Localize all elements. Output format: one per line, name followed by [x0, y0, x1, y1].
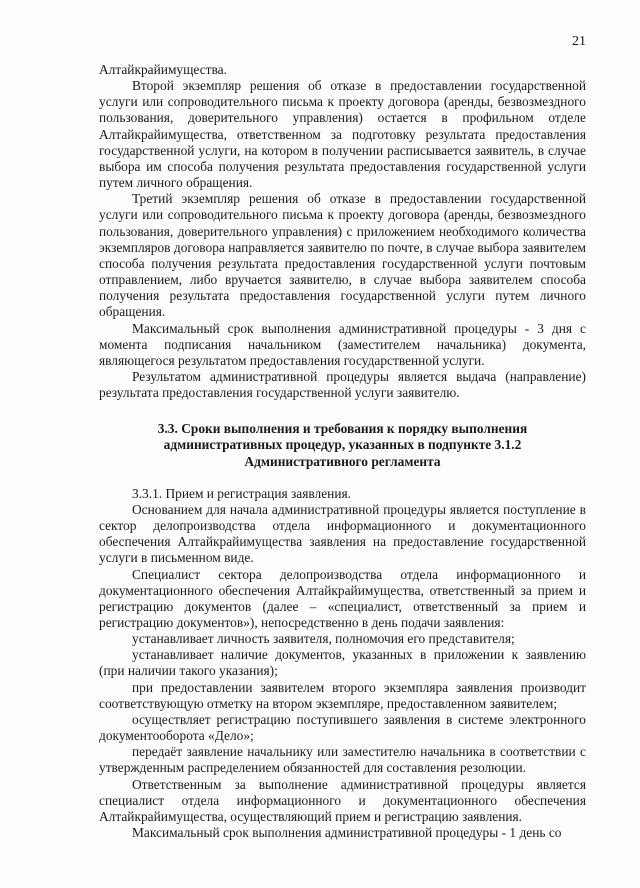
paragraph: Результатом административной процедуры является выдача (направление) результата предоставления государственной услуги заявителю. [99, 368, 586, 401]
paragraph: Максимальный срок выполнения административной процедуры - 1 день со [132, 825, 562, 841]
paragraph: Третий экземпляр решения об отказе в предоставлении государственной услуги или сопроводительного письма к проекту договора (аренды, безвозмездного пользования, доверительного управления) с приложением необходимого количества экземпляров договора направляется заявителю по почте, в случае выбора заявителем способа получения результата предоставления государственной услуги почтовым отправлением, либо вручается заявителю, в случае выбора заявителем способа получения результата предоставления государственной услуги путем личного обращения. [99, 191, 586, 320]
paragraph: Максимальный срок выполнения административной процедуры - 3 дня с момента подписания начальником (заместителем начальника) документа, являющегося результатом предоставления государственной услуги. [99, 320, 586, 368]
document-body [99, 62, 586, 841]
paragraph: устанавливает личность заявителя, полномочия его представителя; [132, 631, 515, 647]
section-heading: 3.3. Сроки выполнения и требования к порядку выполнения административных процедур, указанных в подпункте 3.1.2 Административного регламента [157, 421, 528, 469]
paragraph: при предоставлении заявителем второго экземпляра заявления производит соответствующую отметку на втором экземпляре, предоставленном заявителем; [99, 679, 586, 711]
paragraph: осуществляет регистрацию поступившего заявления в системе электронного документооборота «Дело»; [99, 711, 586, 744]
paragraph: устанавливает наличие документов, указанных в приложении к заявлению (при наличии такого указания); [99, 647, 586, 679]
page-number: 21 [572, 34, 586, 49]
paragraph: передаёт заявление начальнику или заместителю начальника в соответствии с утвержденным распределением обязанностей для составления резолюции. [99, 744, 586, 776]
paragraph: Основанием для начала административной процедуры является поступление в сектор делопроизводства отдела информационного и документационного обеспечения Алтайкрайимущества заявления на предоставление государственной услуги в письменном виде. [99, 501, 586, 566]
paragraph: Алтайкрайимущества. [99, 62, 227, 77]
paragraph: 3.3.1. Прием и регистрация заявления. [132, 485, 352, 501]
paragraph: Ответственным за выполнение административной процедуры является специалист отдела информационного и документационного обеспечения Алтайкрайимущества, осуществляющий прием и регистрацию заявления. [99, 776, 586, 824]
paragraph: Второй экземпляр решения об отказе в предоставлении государственной услуги или сопроводительного письма к проекту договора (аренды, безвозмездного пользования, доверительного управления) остается в профильном отделе Алтайкрайимущества, ответственном за подготовку результата предоставления государственной услуги, на котором в получении расписывается заявитель, в случае выбора им способа получения результата предоставления государственной услуги путем личного обращения. [99, 78, 586, 191]
paragraph: Специалист сектора делопроизводства отдела информационного и документационного обеспечения Алтайкрайимущества, ответственный за прием и регистрацию документов (далее – «специалист, ответственный за прием и регистрацию документов»), непосредственно в день подачи заявления: [99, 566, 586, 630]
